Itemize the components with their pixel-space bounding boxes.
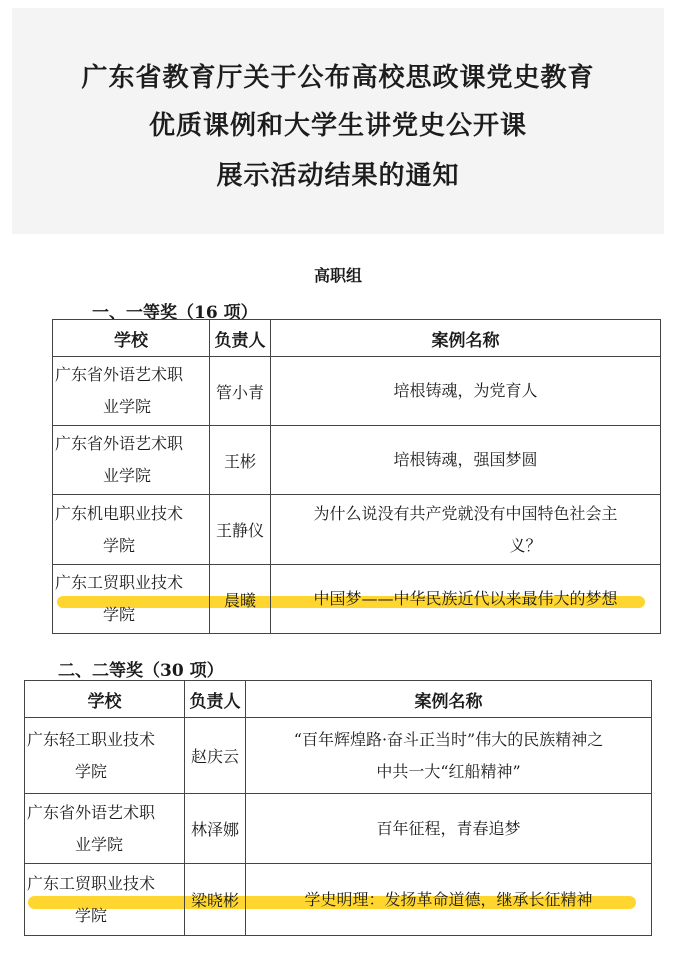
case-cell	[246, 864, 652, 936]
case-line: 中共一大“红船精神”	[376, 761, 521, 781]
case-line: 中国梦——中华民族近代以来最伟大的梦想	[313, 589, 618, 608]
person-name: 梁晓彬	[190, 891, 239, 910]
school-line: 业学院	[103, 466, 152, 485]
school-line: 广东机电职业技术	[55, 503, 184, 523]
header-person: 负责人	[210, 320, 271, 357]
school-line: 业学院	[103, 397, 152, 416]
person-cell: 管小青	[210, 357, 271, 426]
case-cell: 培根铸魂，为党育人	[271, 357, 661, 426]
header-case: 案例名称	[246, 681, 652, 718]
section-title-second-prize: 二、二等奖（30 项）	[58, 661, 224, 681]
school-cell	[53, 357, 210, 426]
case-cell	[246, 718, 652, 794]
case-cell	[271, 565, 661, 634]
case-cell: 百年征程，青春追梦	[246, 794, 652, 864]
person-cell: 王静仪	[210, 495, 271, 565]
school-line: 业学院	[75, 834, 124, 854]
school-cell	[53, 565, 210, 634]
school-cell	[53, 426, 210, 495]
person-cell: 林泽娜	[185, 794, 246, 864]
first-prize-table	[52, 319, 661, 634]
header-school: 学校	[25, 681, 185, 718]
document-title-block	[12, 8, 664, 234]
page-divider	[0, 634, 676, 648]
second-prize-table	[24, 680, 652, 936]
table-header-row	[53, 320, 661, 357]
group-title: 高职组	[313, 266, 362, 285]
person-cell: 王彬	[210, 426, 271, 495]
table-row	[53, 495, 661, 565]
title-line-3: 展示活动结果的通知	[216, 161, 460, 191]
table-row	[25, 864, 652, 936]
school-line: 广东工贸职业技术	[27, 873, 156, 893]
school-line: 广东省外语艺术职	[55, 365, 184, 384]
header-person: 负责人	[185, 681, 246, 718]
case-line: 义？	[509, 535, 542, 555]
title-line-1: 广东省教育厅关于公布高校思政课党史教育	[81, 63, 595, 93]
case-line: 学史明理：发扬革命道德，继承长征精神	[304, 889, 593, 909]
table-row	[25, 718, 652, 794]
school-line: 广东省外语艺术职	[55, 434, 184, 453]
section-title-first-prize: 一、一等奖（16 项）	[92, 303, 258, 323]
person-cell	[210, 565, 271, 634]
person-name: 晨曦	[223, 590, 256, 610]
school-line: 学院	[103, 605, 136, 624]
school-cell	[25, 718, 185, 794]
school-cell	[25, 864, 185, 936]
school-cell	[25, 794, 185, 864]
table-row	[53, 357, 661, 426]
school-cell	[53, 495, 210, 565]
table-row	[25, 794, 652, 864]
person-cell	[185, 864, 246, 936]
header-school: 学校	[53, 320, 210, 357]
school-line: 学院	[75, 905, 108, 925]
school-line: 广东省外语艺术职	[27, 802, 156, 822]
person-cell: 赵庆云	[185, 718, 246, 794]
case-cell	[271, 495, 661, 565]
case-cell: 培根铸魂，强国梦圆	[271, 426, 661, 495]
table-row	[53, 426, 661, 495]
school-line: 广东工贸职业技术	[55, 573, 184, 592]
case-line: 为什么说没有共产党就没有中国特色社会主	[313, 503, 618, 523]
header-case: 案例名称	[271, 320, 661, 357]
table-header-row	[25, 681, 652, 718]
school-line: 学院	[103, 535, 136, 555]
school-line: 学院	[75, 761, 108, 781]
school-line: 广东轻工职业技术	[27, 729, 156, 749]
title-line-2: 优质课例和大学生讲党史公开课	[148, 111, 527, 141]
table-row	[53, 565, 661, 634]
case-line: “百年辉煌路·奋斗正当时”伟大的民族精神之	[293, 729, 604, 749]
